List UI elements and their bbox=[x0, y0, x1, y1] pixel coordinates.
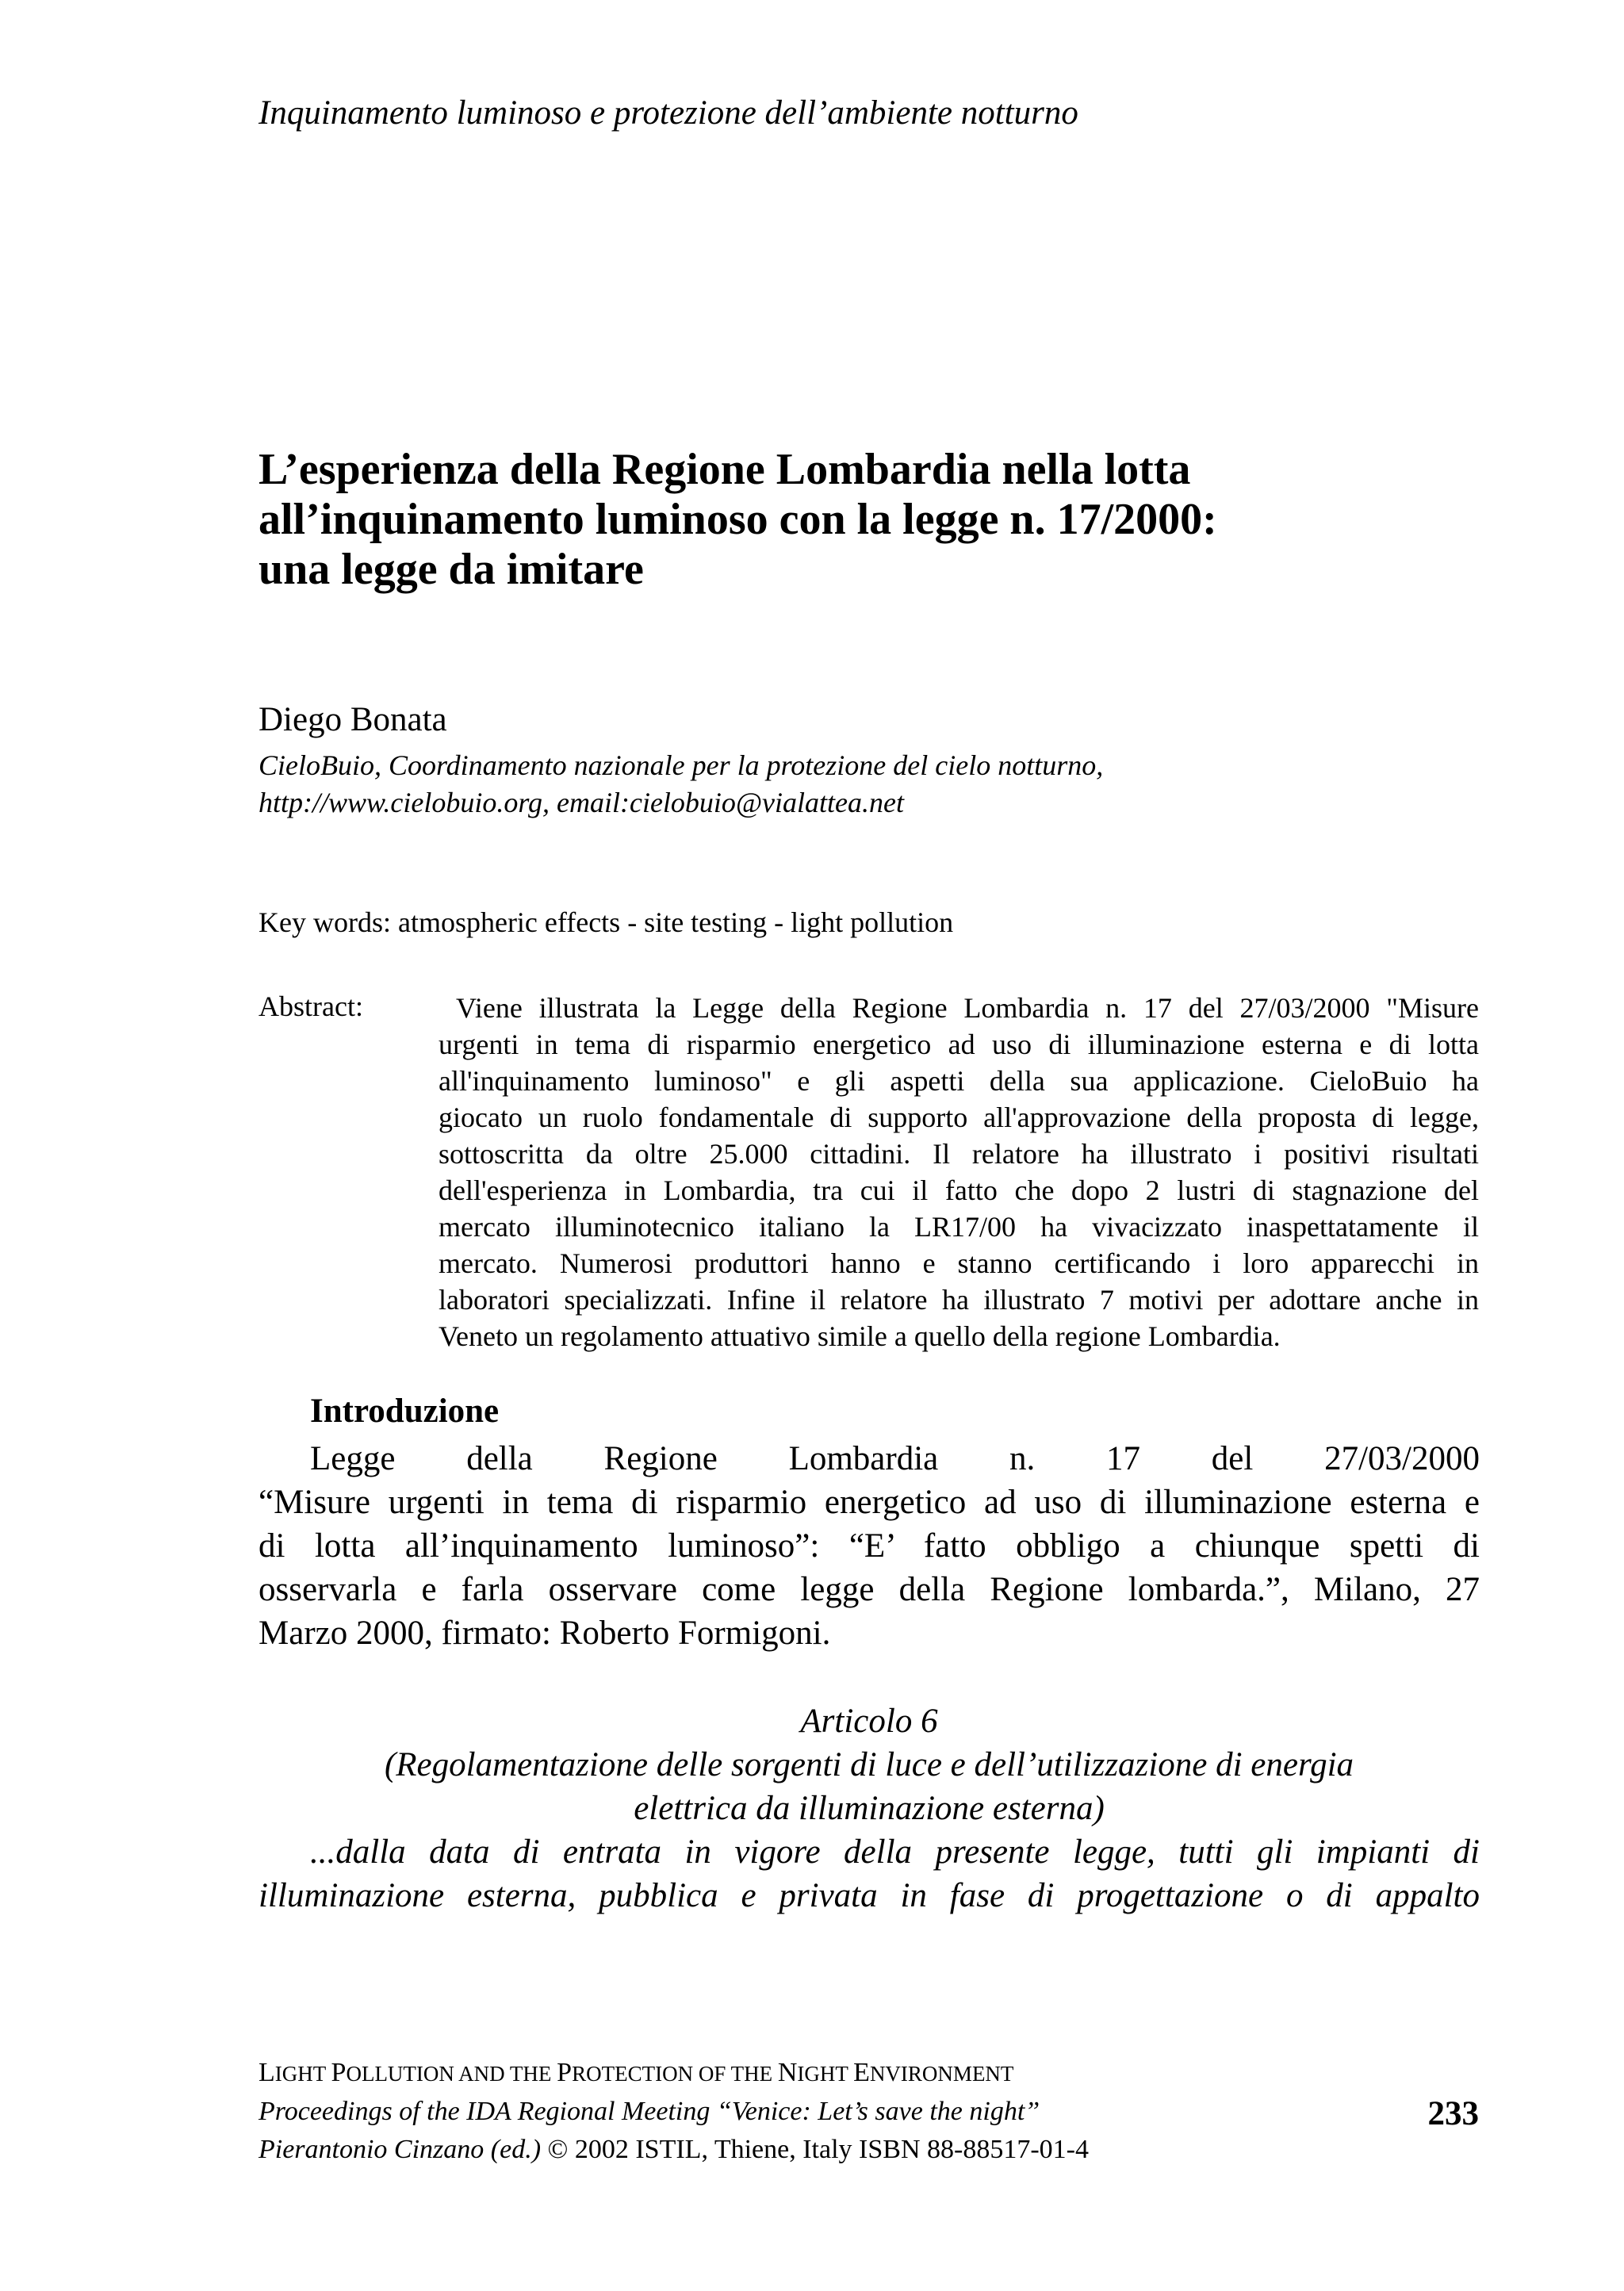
abstract-line: all'inquinamento luminoso" e gli aspetti della sua applicazione. CieloBuio ha bbox=[439, 1065, 1479, 1097]
article-title: Articolo 6 bbox=[800, 1703, 938, 1740]
abstract-line: dell'esperienza in Lombardia, tra cui il fatto che dopo 2 lustri di stagnazione del bbox=[439, 1174, 1479, 1206]
article-line: illuminazione esterna, pubblica e privata in fase di progettazione o di appalto bbox=[259, 1877, 1480, 1914]
abstract-line: sottoscritta da oltre 25.000 cittadini. Il relatore ha illustrato i positivi risultati bbox=[439, 1138, 1479, 1170]
abstract-line: Viene illustrata la Legge della Regione Lombardia n. 17 del 27/03/2000 "Misure bbox=[456, 992, 1479, 1024]
abstract-line: laboratori specializzati. Infine il relatore ha illustrato 7 motivi per adottare anche in bbox=[439, 1284, 1479, 1316]
article-text bbox=[259, 1830, 1480, 1917]
title-line: L’esperienza della Regione Lombardia nella lotta bbox=[259, 445, 1191, 494]
title-line: una legge da imitare bbox=[259, 545, 644, 594]
paper-title bbox=[259, 445, 1480, 595]
author-affiliation bbox=[259, 747, 1103, 822]
article-line: ...dalla data di entrata in vigore della presente legge, tutti gli impianti di bbox=[310, 1833, 1480, 1871]
abstract-line: Veneto un regolamento attuativo simile a quello della regione Lombardia. bbox=[439, 1320, 1281, 1352]
abstract-label: Abstract: bbox=[259, 990, 363, 1022]
section-heading: Introduzione bbox=[310, 1393, 500, 1430]
body-line: Marzo 2000, firmato: Roberto Formigoni. bbox=[259, 1615, 831, 1652]
running-header: Inquinamento luminoso e protezione dell’ambiente notturno bbox=[259, 94, 1078, 132]
keywords: Key words: atmospheric effects - site testing - light pollution bbox=[259, 906, 954, 938]
footer-publisher-info: © 2002 ISTIL, Thiene, Italy ISBN 88-88517-01-4 bbox=[541, 2135, 1089, 2164]
article-heading bbox=[259, 1699, 1480, 1830]
abstract-line: mercato illuminotecnico italiano la LR17/00 ha vivacizzato inaspettatamente il bbox=[439, 1211, 1479, 1243]
article-subtitle-line: elettrica da illuminazione esterna) bbox=[634, 1790, 1105, 1827]
body-line: “Misure urgenti in tema di risparmio energetico ad uso di illuminazione esterna e bbox=[259, 1484, 1480, 1521]
page-number: 233 bbox=[1427, 2095, 1479, 2132]
author-name: Diego Bonata bbox=[259, 701, 447, 738]
footer-journal-title: LIGHT POLLUTION AND THE PROTECTION OF THE NIGHT ENVIRONMENT bbox=[259, 2058, 1014, 2087]
affiliation-line: CieloBuio, Coordinamento nazionale per la protezione del cielo notturno, bbox=[259, 749, 1104, 781]
affiliation-line: http://www.cielobuio.org, email:cielobuio@vialattea.net bbox=[259, 787, 904, 818]
introduction-text bbox=[259, 1437, 1480, 1655]
abstract-line: mercato. Numerosi produttori hanno e stanno certificando i loro apparecchi in bbox=[439, 1247, 1479, 1279]
abstract-text bbox=[439, 990, 1479, 1354]
page-footer bbox=[259, 2054, 1089, 2169]
body-line: Legge della Regione Lombardia n. 17 del 27/03/2000 bbox=[310, 1440, 1480, 1477]
footer-publisher bbox=[259, 2131, 1089, 2169]
body-line: osservarla e farla osservare come legge della Regione lombarda.”, Milano, 27 bbox=[259, 1571, 1480, 1608]
title-line: all’inquinamento luminoso con la legge n. 17/2000: bbox=[259, 495, 1217, 544]
footer-editor: Pierantonio Cinzano (ed.) bbox=[259, 2135, 542, 2164]
abstract-line: giocato un ruolo fondamentale di supporto all'approvazione della proposta di legge, bbox=[439, 1101, 1479, 1133]
footer-proceedings: Proceedings of the IDA Regional Meeting “Venice: Let’s save the night” bbox=[259, 2097, 1040, 2126]
body-line: di lotta all’inquinamento luminoso”: “E’ fatto obbligo a chiunque spetti di bbox=[259, 1527, 1480, 1565]
article-subtitle-line: (Regolamentazione delle sorgenti di luce e dell’utilizzazione di energia bbox=[384, 1746, 1354, 1783]
abstract-line: urgenti in tema di risparmio energetico ad uso di illuminazione esterna e di lotta bbox=[439, 1029, 1479, 1060]
